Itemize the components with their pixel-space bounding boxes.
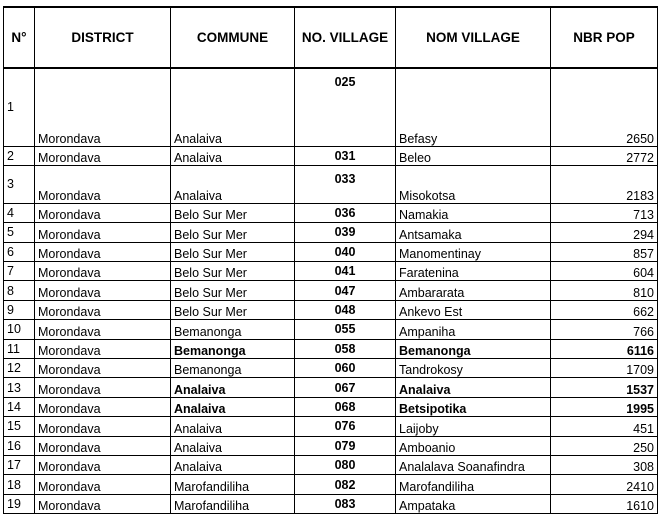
village-code-cell: 058 — [295, 339, 396, 358]
population-cell: 1610 — [551, 494, 658, 513]
village-code-cell: 068 — [295, 397, 396, 416]
table-row — [4, 203, 658, 222]
population-cell: 604 — [551, 262, 658, 281]
village-code-cell: 033 — [295, 165, 396, 203]
row-number: 11 — [4, 339, 35, 358]
commune-cell: Bemanonga — [171, 359, 295, 378]
village-name-cell: Analaiva — [396, 378, 551, 397]
table-row — [4, 378, 658, 397]
row-number: 1 — [4, 68, 35, 146]
village-name-cell: Namakia — [396, 203, 551, 222]
commune-cell: Analaiva — [171, 165, 295, 203]
commune-cell: Marofandiliha — [171, 475, 295, 494]
commune-cell: Belo Sur Mer — [171, 242, 295, 261]
commune-cell: Belo Sur Mer — [171, 203, 295, 222]
district-cell: Morondava — [35, 281, 171, 300]
row-number: 8 — [4, 281, 35, 300]
population-cell: 662 — [551, 300, 658, 319]
district-cell: Morondava — [35, 397, 171, 416]
village-name-cell: Manomentinay — [396, 242, 551, 261]
village-code-cell: 036 — [295, 203, 396, 222]
table-row — [4, 436, 658, 455]
village-name-cell: Betsipotika — [396, 397, 551, 416]
district-cell: Morondava — [35, 146, 171, 165]
commune-cell: Analaiva — [171, 146, 295, 165]
population-cell: 1995 — [551, 397, 658, 416]
district-cell: Morondava — [35, 203, 171, 222]
table-row — [4, 262, 658, 281]
row-number: 16 — [4, 436, 35, 455]
table-row — [4, 417, 658, 436]
table-row — [4, 223, 658, 242]
row-number: 3 — [4, 165, 35, 203]
table-row — [4, 165, 658, 203]
village-code-cell: 031 — [295, 146, 396, 165]
commune-cell: Bemanonga — [171, 339, 295, 358]
row-number: 7 — [4, 262, 35, 281]
header-population: NBR POP — [551, 7, 658, 68]
village-name-cell: Amboanio — [396, 436, 551, 455]
village-code-cell: 048 — [295, 300, 396, 319]
population-cell: 713 — [551, 203, 658, 222]
table-row — [4, 242, 658, 261]
table-header — [4, 7, 658, 68]
district-cell: Morondava — [35, 262, 171, 281]
district-cell: Morondava — [35, 223, 171, 242]
commune-cell: Bemanonga — [171, 320, 295, 339]
village-code-cell: 079 — [295, 436, 396, 455]
district-cell: Morondava — [35, 436, 171, 455]
population-cell: 2410 — [551, 475, 658, 494]
table-row — [4, 146, 658, 165]
district-cell: Morondava — [35, 455, 171, 474]
row-number: 15 — [4, 417, 35, 436]
row-number: 10 — [4, 320, 35, 339]
table-row — [4, 339, 658, 358]
table-row — [4, 281, 658, 300]
table-body — [4, 68, 658, 514]
village-name-cell: Marofandiliha — [396, 475, 551, 494]
village-code-cell: 039 — [295, 223, 396, 242]
table-row — [4, 68, 658, 146]
row-number: 19 — [4, 494, 35, 513]
commune-cell: Analaiva — [171, 378, 295, 397]
table-row — [4, 397, 658, 416]
village-code-cell: 082 — [295, 475, 396, 494]
village-code-cell: 080 — [295, 455, 396, 474]
village-code-cell: 076 — [295, 417, 396, 436]
table-row — [4, 359, 658, 378]
village-code-cell: 040 — [295, 242, 396, 261]
row-number: 9 — [4, 300, 35, 319]
commune-cell: Analaiva — [171, 397, 295, 416]
village-name-cell: Ankevo Est — [396, 300, 551, 319]
village-name-cell: Faratenina — [396, 262, 551, 281]
district-cell: Morondava — [35, 68, 171, 146]
district-cell: Morondava — [35, 494, 171, 513]
village-code-cell: 055 — [295, 320, 396, 339]
village-code-cell: 025 — [295, 68, 396, 146]
population-cell: 2772 — [551, 146, 658, 165]
district-cell: Morondava — [35, 165, 171, 203]
population-cell: 857 — [551, 242, 658, 261]
row-number: 5 — [4, 223, 35, 242]
district-cell: Morondava — [35, 242, 171, 261]
row-number: 13 — [4, 378, 35, 397]
district-cell: Morondava — [35, 300, 171, 319]
population-cell: 810 — [551, 281, 658, 300]
village-name-cell: Befasy — [396, 68, 551, 146]
header-row — [4, 7, 658, 68]
commune-cell: Analaiva — [171, 436, 295, 455]
commune-cell: Analaiva — [171, 417, 295, 436]
population-cell: 766 — [551, 320, 658, 339]
table-row — [4, 455, 658, 474]
row-number: 12 — [4, 359, 35, 378]
commune-cell: Belo Sur Mer — [171, 262, 295, 281]
village-name-cell: Misokotsa — [396, 165, 551, 203]
commune-cell: Belo Sur Mer — [171, 300, 295, 319]
village-code-cell: 067 — [295, 378, 396, 397]
population-cell: 1709 — [551, 359, 658, 378]
village-name-cell: Antsamaka — [396, 223, 551, 242]
header-no: N° — [4, 7, 35, 68]
population-cell: 2650 — [551, 68, 658, 146]
population-cell: 250 — [551, 436, 658, 455]
row-number: 2 — [4, 146, 35, 165]
village-name-cell: Bemanonga — [396, 339, 551, 358]
village-name-cell: Ambararata — [396, 281, 551, 300]
district-cell: Morondava — [35, 417, 171, 436]
header-commune: COMMUNE — [171, 7, 295, 68]
district-cell: Morondava — [35, 475, 171, 494]
population-cell: 1537 — [551, 378, 658, 397]
village-table — [3, 6, 658, 514]
village-name-cell: Laijoby — [396, 417, 551, 436]
table-row — [4, 320, 658, 339]
row-number: 17 — [4, 455, 35, 474]
commune-cell: Marofandiliha — [171, 494, 295, 513]
header-village-name: NOM VILLAGE — [396, 7, 551, 68]
population-cell: 6116 — [551, 339, 658, 358]
population-cell: 2183 — [551, 165, 658, 203]
district-cell: Morondava — [35, 339, 171, 358]
table-row — [4, 300, 658, 319]
village-name-cell: Analalava Soanafindra — [396, 455, 551, 474]
row-number: 4 — [4, 203, 35, 222]
population-cell: 451 — [551, 417, 658, 436]
village-name-cell: Ampataka — [396, 494, 551, 513]
village-code-cell: 047 — [295, 281, 396, 300]
table-row — [4, 494, 658, 513]
row-number: 14 — [4, 397, 35, 416]
header-district: DISTRICT — [35, 7, 171, 68]
village-name-cell: Ampaniha — [396, 320, 551, 339]
row-number: 6 — [4, 242, 35, 261]
population-cell: 294 — [551, 223, 658, 242]
district-cell: Morondava — [35, 378, 171, 397]
village-code-cell: 060 — [295, 359, 396, 378]
commune-cell: Belo Sur Mer — [171, 223, 295, 242]
population-cell: 308 — [551, 455, 658, 474]
table-row — [4, 475, 658, 494]
village-code-cell: 083 — [295, 494, 396, 513]
village-code-cell: 041 — [295, 262, 396, 281]
commune-cell: Analaiva — [171, 455, 295, 474]
village-name-cell: Tandrokosy — [396, 359, 551, 378]
district-cell: Morondava — [35, 320, 171, 339]
village-name-cell: Beleo — [396, 146, 551, 165]
commune-cell: Analaiva — [171, 68, 295, 146]
row-number: 18 — [4, 475, 35, 494]
commune-cell: Belo Sur Mer — [171, 281, 295, 300]
district-cell: Morondava — [35, 359, 171, 378]
header-village-no: NO. VILLAGE — [295, 7, 396, 68]
